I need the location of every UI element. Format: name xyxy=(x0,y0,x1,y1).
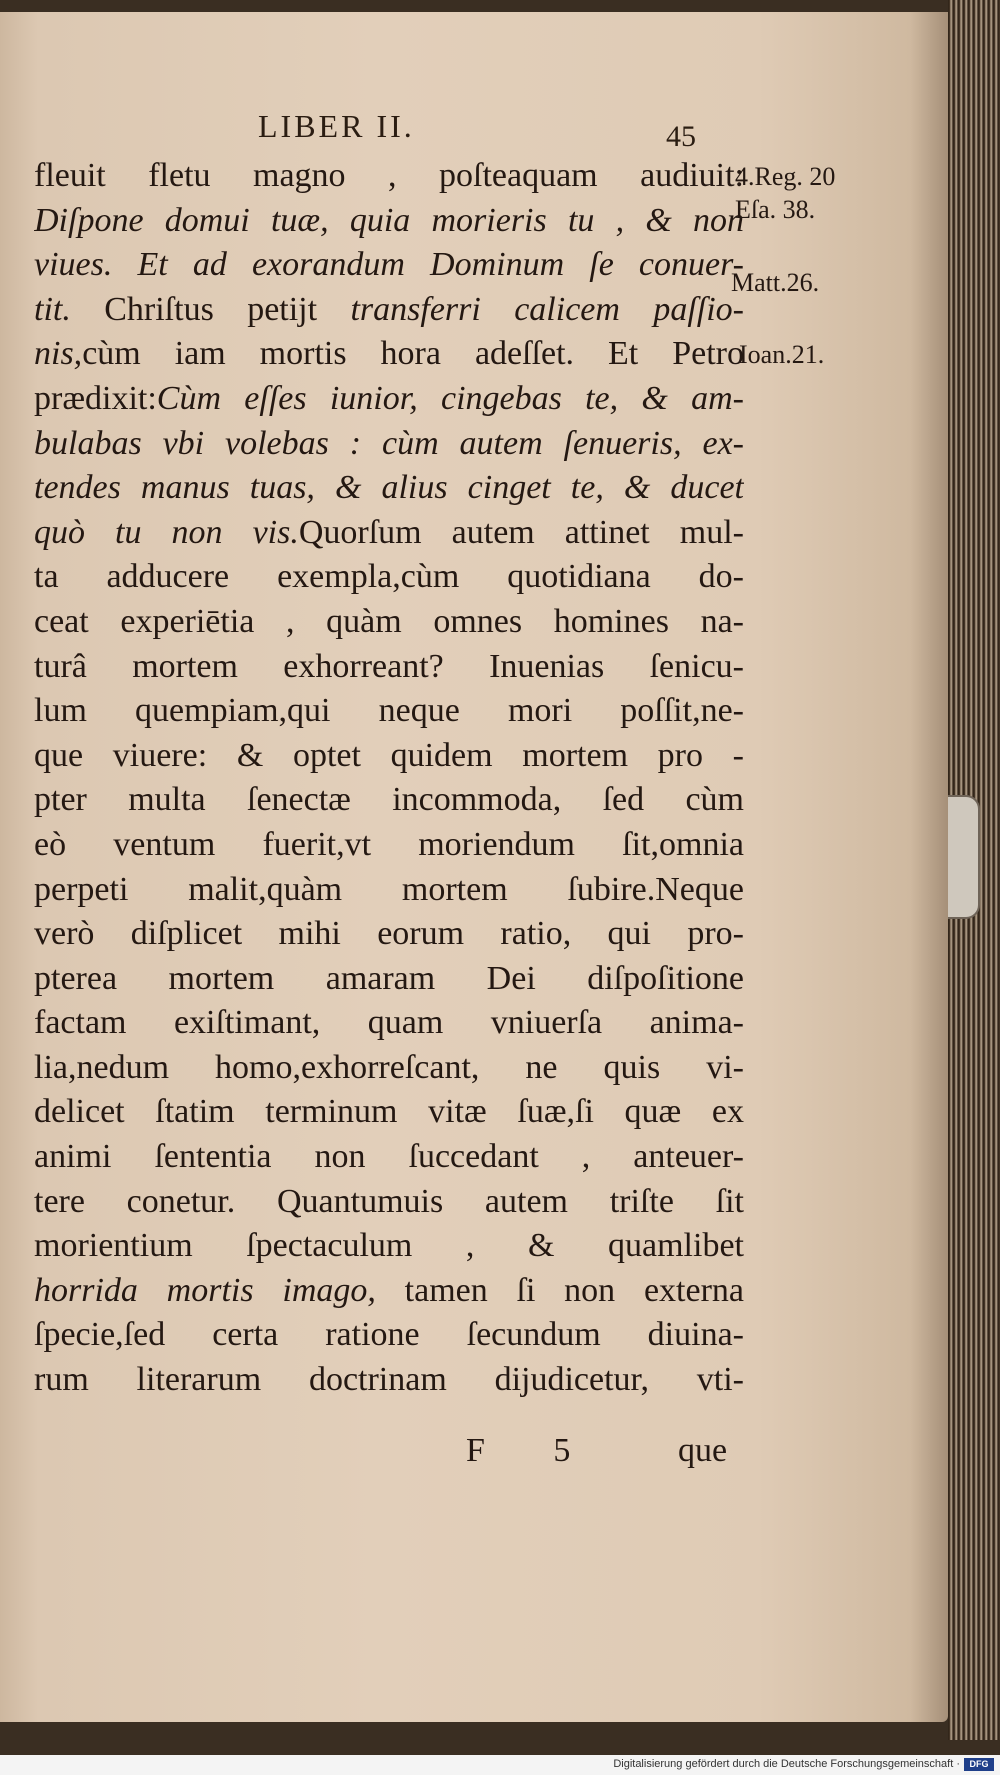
text-line xyxy=(34,466,744,511)
italic-span: viues. Et ad exorandum Dominum ſe conuer- xyxy=(34,246,744,284)
roman-span: pter multa ſenectæ incommoda, ſed cùm xyxy=(34,781,744,819)
text-line xyxy=(34,422,744,467)
italic-span: transferri calicem paſſio- xyxy=(350,290,744,328)
roman-span: pterea mortem amaram Dei diſpoſitione xyxy=(34,959,744,997)
text-line xyxy=(34,600,744,645)
italic-span: Cùm eſſes iunior, cingebas te, & am- xyxy=(156,379,744,417)
roman-span: factam exiſtimant, quam vniuerſa anima- xyxy=(34,1004,744,1042)
italic-span: Diſpone domui tuæ, quia morieris tu , & non xyxy=(34,201,744,239)
roman-span: ſpecie,ſed certa ratione ſecundum diuina- xyxy=(34,1316,744,1354)
text-line xyxy=(34,555,744,600)
roman-span: ta adducere exempla,cùm quotidiana do- xyxy=(34,558,744,596)
signature-mark: F 5 xyxy=(466,1432,601,1469)
italic-span: nis, xyxy=(34,335,83,373)
roman-span: prædixit: xyxy=(34,379,157,417)
text-line xyxy=(34,1313,744,1358)
text-line xyxy=(34,912,744,957)
text-line xyxy=(34,1269,744,1314)
roman-span: perpeti malit,quàm mortem ſubire.Neque xyxy=(34,870,744,908)
roman-span: lia,nedum homo,exhorreſcant, ne quis vi- xyxy=(34,1048,744,1086)
italic-span: tendes manus tuas, & alius cinget te, & ducet xyxy=(34,469,744,507)
roman-span: que viuere: & optet quidem mortem pro - xyxy=(34,736,744,774)
text-line xyxy=(34,1224,744,1269)
text-line xyxy=(34,1180,744,1225)
text-line xyxy=(34,645,744,690)
text-line xyxy=(34,154,744,199)
roman-span: eò ventum fuerit,vt moriendum ſit,omnia xyxy=(34,825,744,863)
margin-note: Ioan.21. xyxy=(739,340,825,370)
running-head-title: LIBER II. xyxy=(258,108,415,144)
roman-span: Chriſtus petijt xyxy=(70,290,351,328)
text-line xyxy=(34,778,744,823)
text-line xyxy=(34,199,744,244)
roman-span: Quorſum autem attinet mul- xyxy=(298,513,744,551)
page-clip-tab xyxy=(948,795,980,919)
roman-span: cùm iam mortis hora adeſſet. Et Petro xyxy=(82,335,744,373)
roman-span: lum quempiam,qui neque mori poſſit,ne- xyxy=(34,692,744,730)
roman-span: fleuit fletu magno , poſteaquam audiuit: xyxy=(34,157,744,194)
text-line xyxy=(34,511,744,556)
text-line xyxy=(34,1135,744,1180)
margin-note: Eſa. 38. xyxy=(735,194,816,224)
text-line xyxy=(34,734,744,779)
roman-span: animi ſententia non ſuccedant , anteuer- xyxy=(34,1138,744,1176)
text-line xyxy=(34,1090,744,1135)
body-text xyxy=(34,154,744,1403)
text-line xyxy=(34,823,744,868)
text-line xyxy=(34,957,744,1002)
text-line xyxy=(34,243,744,288)
italic-span: quò tu non vis. xyxy=(34,513,299,551)
text-line xyxy=(34,332,744,377)
credit-bar xyxy=(0,1755,1000,1775)
roman-span: tamen ſi non externa xyxy=(375,1271,744,1309)
catchword: que xyxy=(678,1432,728,1469)
running-head xyxy=(0,108,1000,158)
text-line xyxy=(34,689,744,734)
roman-span: morientium ſpectaculum , & quamlibet xyxy=(34,1227,744,1265)
roman-span: delicet ſtatim terminum vitæ ſuæ,ſi quæ ex xyxy=(34,1093,744,1131)
italic-span: tit. xyxy=(34,290,71,328)
dfg-logo: DFG xyxy=(964,1758,994,1771)
text-line xyxy=(34,1358,744,1403)
text-line xyxy=(34,1046,744,1091)
funding-credit: Digitalisierung gefördert durch die Deutsche Forschungsgemeinschaft · xyxy=(613,1758,960,1770)
text-line xyxy=(34,377,744,422)
roman-span: tere conetur. Quantumuis autem triſte ſit xyxy=(34,1182,744,1220)
margin-note: 4.Reg. 20 xyxy=(735,162,836,191)
roman-span: turâ mortem exhorreant? Inuenias ſenicu- xyxy=(34,647,744,685)
italic-span: bulabas vbi volebas : cùm autem ſenueris, ex- xyxy=(34,424,744,462)
page-footer xyxy=(0,1432,1000,1482)
roman-span: ceat experiētia , quàm omnes homines na- xyxy=(34,602,744,640)
text-line xyxy=(34,1001,744,1046)
margin-note: Matt.26. xyxy=(731,267,820,297)
text-line xyxy=(34,868,744,913)
roman-span: rum literarum doctrinam dijudicetur, vti- xyxy=(34,1361,744,1399)
italic-span: horrida mortis imago, xyxy=(34,1271,376,1309)
page-number: 45 xyxy=(666,120,696,153)
text-line xyxy=(34,288,744,333)
roman-span: verò diſplicet mihi eorum ratio, qui pro- xyxy=(34,915,744,953)
